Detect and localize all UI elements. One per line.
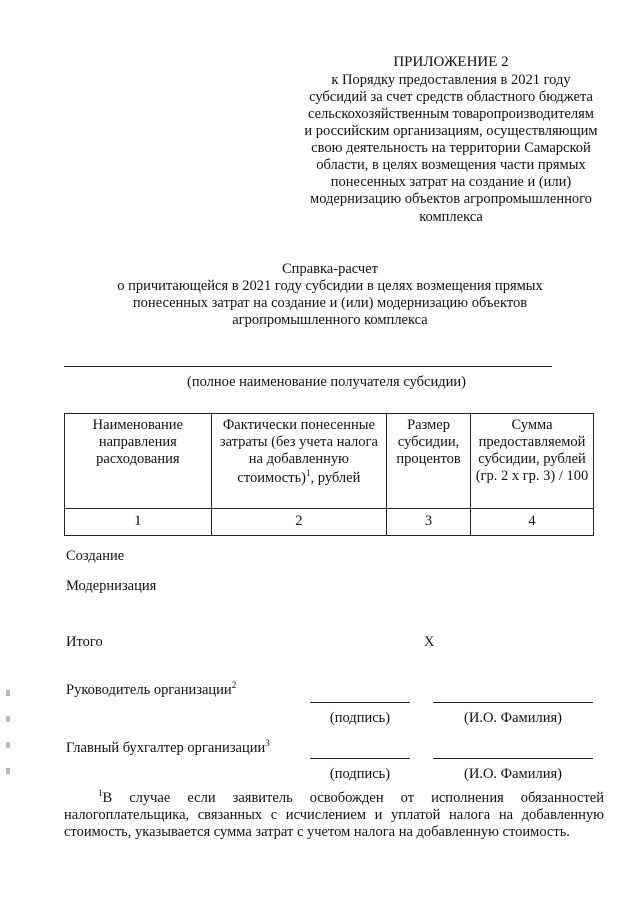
accountant-signature-caption: (подпись): [329, 766, 391, 782]
form-subtitle-line: понесенных затрат на создание и (или) модернизацию объектов: [132, 295, 528, 312]
footnote-ref-1: 1: [306, 468, 311, 479]
appendix-line: понесенных затрат на создание и (или): [330, 174, 572, 191]
head-signature-caption: (подпись): [329, 710, 391, 726]
form-title: Справка-расчет: [282, 261, 378, 277]
row-creation: Создание: [66, 548, 125, 564]
appendix-line: комплекса: [419, 208, 483, 225]
calculation-table: [64, 413, 594, 536]
scan-edge-mark: [6, 742, 10, 748]
column-number: 1: [65, 509, 212, 536]
header-actual-costs: [211, 414, 386, 509]
form-heading: [60, 261, 600, 329]
appendix-title: ПРИЛОЖЕНИЕ 2: [393, 54, 509, 70]
appendix-line: сельскохозяйственным товаропроизводителям: [308, 105, 594, 122]
accountant-label-text: Главный бухгалтер организации: [66, 739, 266, 756]
scan-edge-mark: [6, 716, 10, 722]
accountant-name-line[interactable]: [433, 758, 593, 759]
table-header-row: [65, 414, 594, 509]
appendix-line: и российским организациям, осуществляющим: [304, 123, 598, 140]
accountant-name-caption: (И.О. Фамилия): [464, 766, 562, 782]
head-label-text: Руководитель организации: [66, 681, 232, 698]
recipient-caption: (полное наименование получателя субсидии): [187, 374, 466, 390]
accountant-signature-label: [66, 738, 270, 757]
header-subsidy-rate: Размер субсидии, процентов: [387, 414, 471, 509]
footnote-marker: 1: [98, 788, 103, 798]
row-modernization: Модернизация: [66, 578, 157, 594]
total-mark: X: [424, 634, 435, 650]
appendix-line: свою деятельность на территории Самарской: [311, 140, 591, 157]
header-subsidy-amount: Сумма предоставляемой субсидии, рублей (гр. 2 x гр. 3) / 100: [471, 414, 594, 509]
appendix-line: модернизацию объектов агропромышленного: [310, 191, 592, 208]
column-number: 4: [471, 509, 594, 536]
footnote: [64, 788, 604, 841]
form-subtitle-line: агропромышленного комплекса: [232, 312, 428, 329]
footnote-ref-3: 3: [265, 738, 270, 748]
form-subtitle-line: о причитающейся в 2021 году субсидии в целях возмещения прямых: [117, 278, 543, 295]
footnote-ref-2: 2: [231, 680, 237, 690]
header-actual-costs-unit: , рублей: [310, 470, 361, 487]
table-column-numbers-row: [65, 509, 594, 536]
appendix-line: субсидий за счет средств областного бюджета: [309, 88, 593, 105]
appendix-line: области, в целях возмещения части прямых: [316, 157, 586, 174]
column-number: 2: [211, 509, 386, 536]
appendix-header: [296, 54, 606, 226]
header-direction: Наименование направления расходования: [65, 414, 212, 509]
head-signature-line[interactable]: [310, 702, 410, 703]
recipient-name-line[interactable]: [64, 366, 552, 367]
scan-edge-mark: [6, 690, 10, 696]
head-name-caption: (И.О. Фамилия): [464, 710, 562, 726]
accountant-signature-line[interactable]: [310, 758, 410, 759]
column-number: 3: [387, 509, 471, 536]
footnote-text: В случае если заявитель освобожден от исполнения обязанностей налогоплательщика, связанных с исчислением и уплатой налога на добавленную стоимость, указывается сумма затрат с учетом налога на добавленную стоимость.: [64, 789, 604, 841]
row-total: Итого: [66, 634, 103, 650]
header-actual-costs-text: Фактически понесенные затраты (без учета налога на добавленную стоимость): [219, 417, 378, 487]
head-signature-label: [66, 680, 236, 699]
head-name-line[interactable]: [433, 702, 593, 703]
appendix-line: к Порядку предоставления в 2021 году: [331, 71, 571, 88]
scan-edge-mark: [6, 768, 10, 774]
